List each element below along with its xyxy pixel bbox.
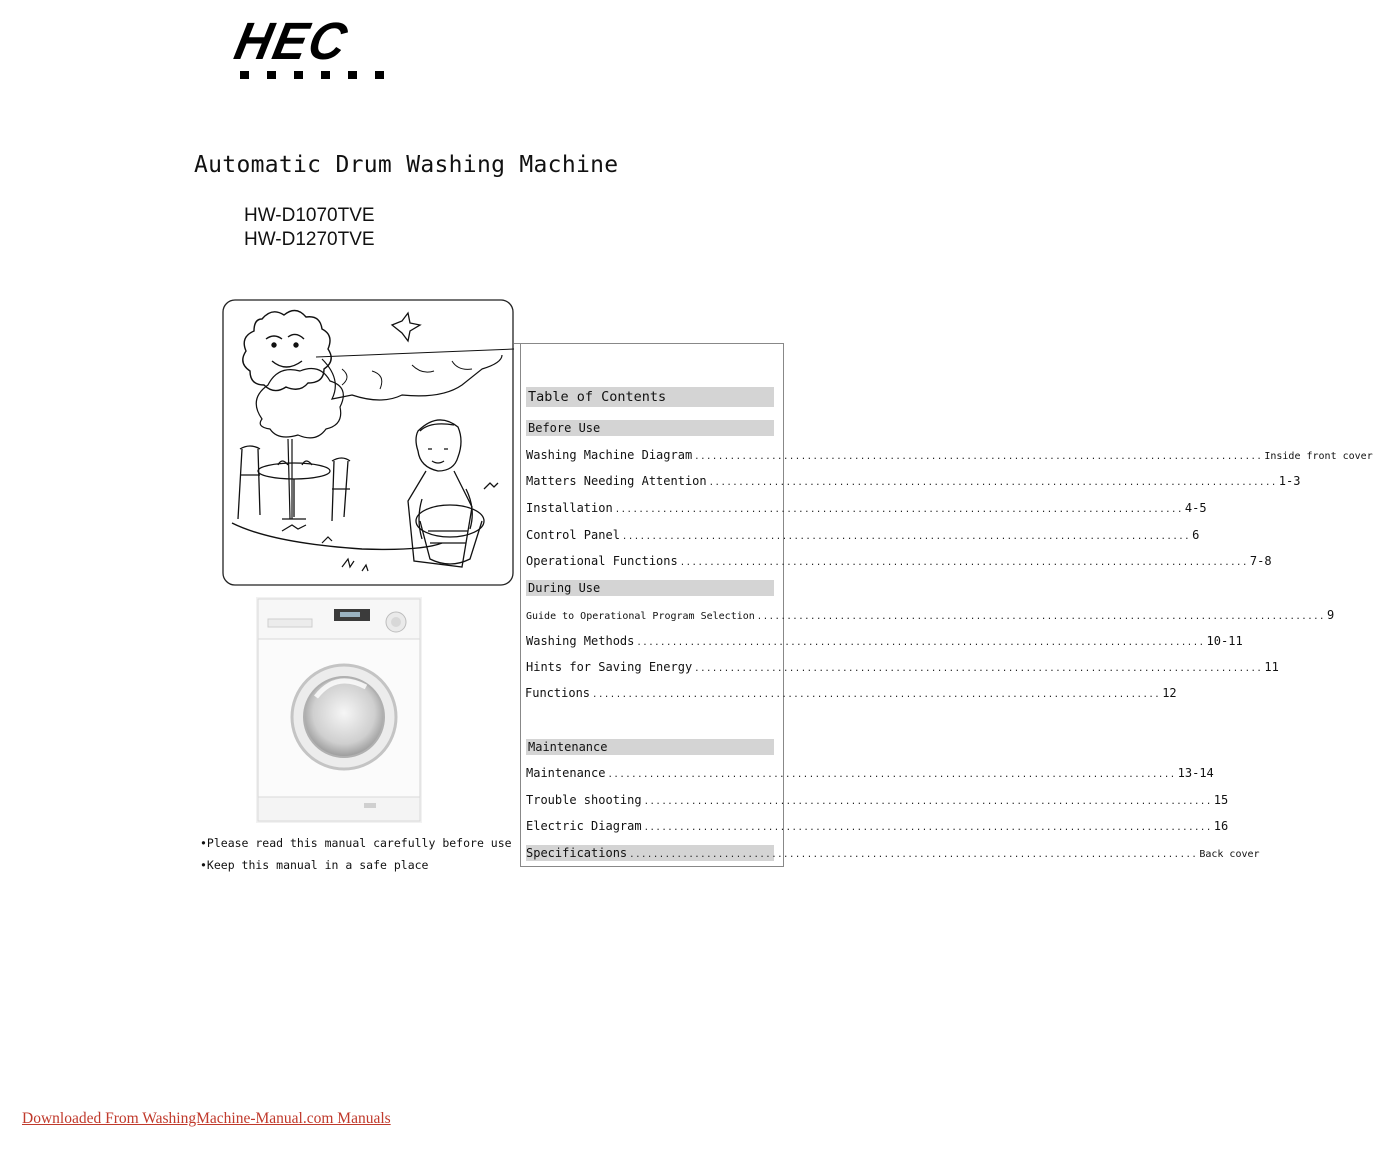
toc-section-maintenance: Maintenance [526, 739, 774, 755]
toc-section-before-use: Before Use [526, 420, 774, 436]
toc-section-during-use: During Use [526, 580, 774, 596]
toc-entry: Operational Functions ..... 7-8 [526, 554, 774, 568]
logo-dots [240, 70, 390, 80]
toc-entry: Functions ..... 12 [525, 686, 773, 700]
source-link[interactable]: Downloaded From WashingMachine-Manual.com Manuals [22, 1110, 391, 1127]
toc-entry: Washing Machine Diagram ..... Inside front cover [526, 448, 774, 462]
toc-entry: Maintenance ..... 13-14 [526, 766, 774, 780]
toc-entry: Specifications ..... Back cover [526, 845, 774, 861]
toc-entry: Washing Methods ..... 10-11 [526, 634, 774, 648]
toc-entry: Guide to Operational Program Selection ..... 9 [526, 608, 774, 622]
table-of-contents [520, 343, 1373, 867]
toc-entry: Installation ..... 4-5 [526, 501, 774, 515]
hec-logo: HEC [236, 18, 392, 88]
toc-entry: Matters Needing Attention ..... 1-3 [526, 474, 774, 488]
note-keep-manual: •Keep this manual in a safe place [200, 858, 429, 872]
washing-machine-photo [256, 597, 422, 823]
toc-entry: Trouble shooting ..... 15 [526, 793, 774, 807]
cartoon-illustration [222, 299, 514, 586]
model-number: HW-D1070TVE [244, 205, 375, 226]
page-title: Automatic Drum Washing Machine [194, 152, 619, 178]
toc-entry: Control Panel ..... 6 [526, 528, 774, 542]
note-read-manual: •Please read this manual carefully before use [200, 836, 512, 850]
toc-entry: Hints for Saving Energy ..... 11 [526, 660, 774, 674]
model-number: HW-D1270TVE [244, 229, 375, 250]
toc-title: Table of Contents [526, 387, 774, 407]
toc-entry: Electric Diagram ..... 16 [526, 819, 774, 833]
